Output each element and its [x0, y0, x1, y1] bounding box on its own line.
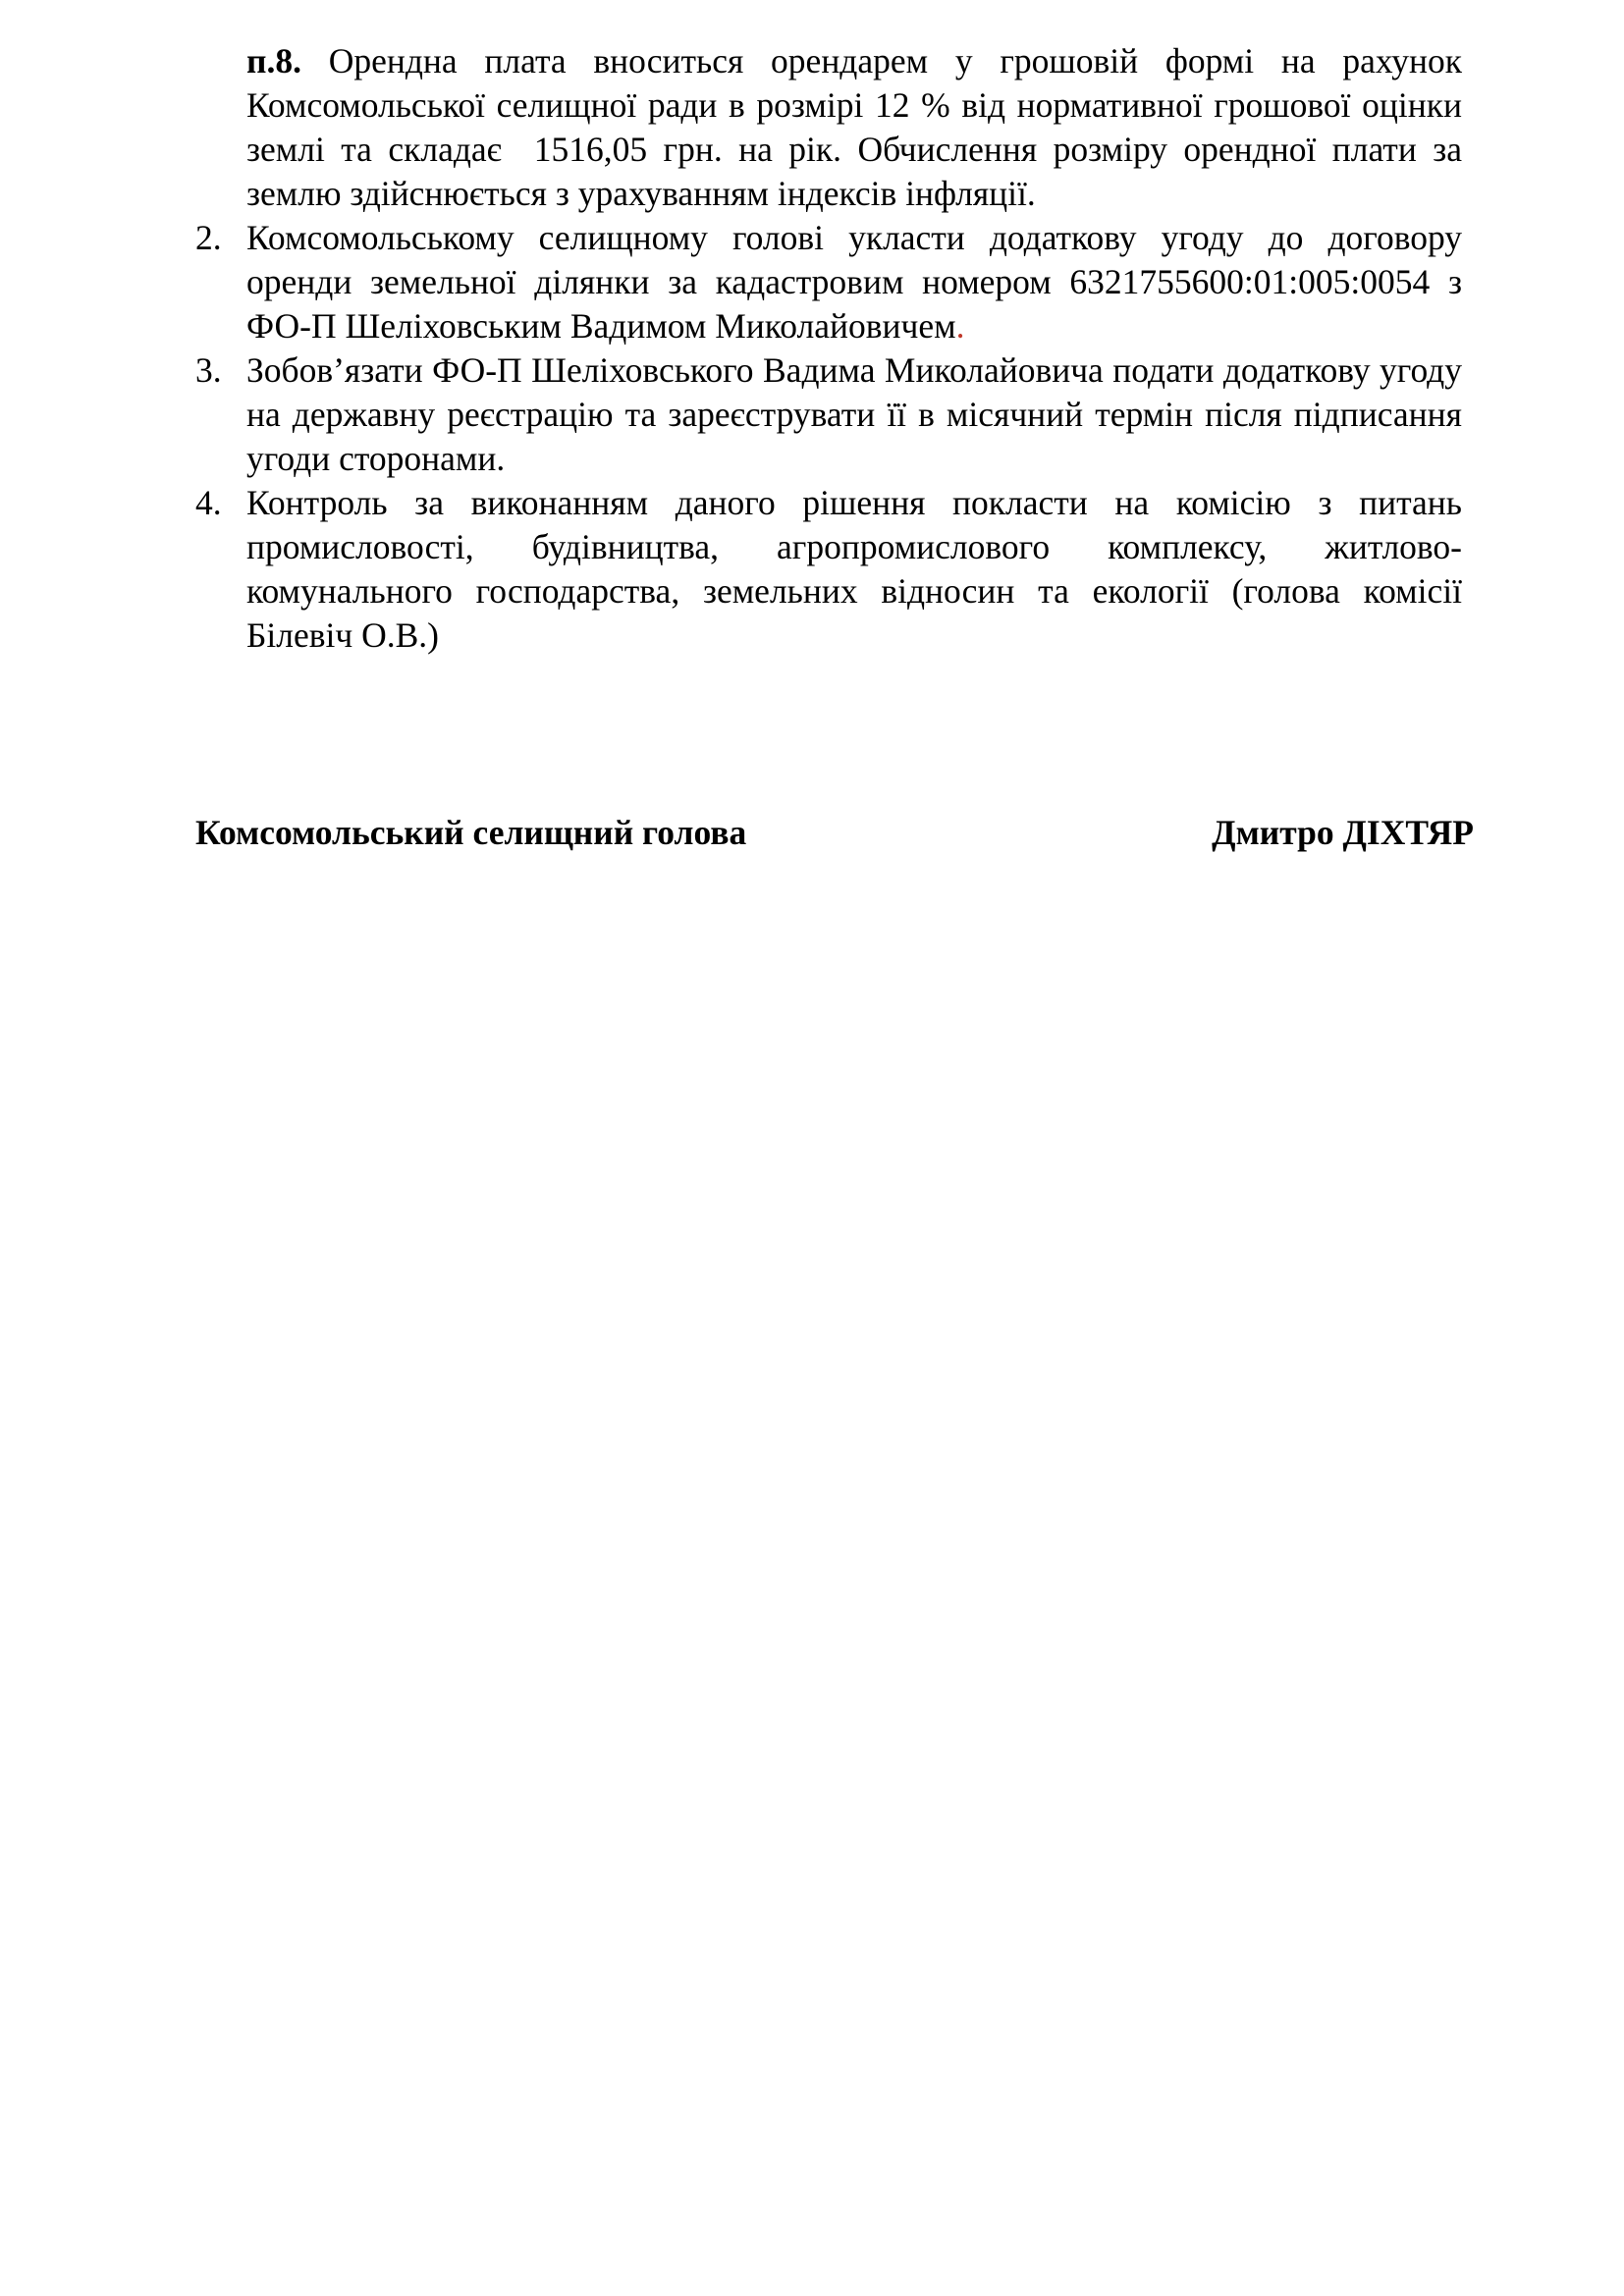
list-item — [195, 481, 1462, 658]
clause-text-part1: Орендна плата вноситься орендарем у грошовій формі на рахунок Комсомольської селищної ради в розмірі 12 % від нормативної грошової оцінки землі та складає — [246, 41, 1462, 169]
list-item — [195, 348, 1462, 481]
signature-position: Комсомольський селищний голова — [195, 813, 747, 852]
list-item-number: 3. — [195, 350, 222, 390]
list-item-trailing-mark: . — [955, 306, 965, 346]
clause-paragraph — [195, 39, 1462, 216]
list-item-text — [246, 216, 1462, 348]
list-item-text: Контроль за виконанням даного рішення покласти на комісію з питань промисловості, будівництва, агропромислового комплексу, житлово-комунального господарства, земельних відносин та екології (голова комісії Білевіч О.В.) — [246, 483, 1462, 655]
list-item — [195, 216, 1462, 348]
list-item-text-body: Комсомольському селищному голові укласти додаткову угоду до договору оренди земельної ділянки за кадастровим номером 6321755600:01:005:0054 з ФО-П Шеліховським Вадимом Миколайовичем — [246, 218, 1462, 346]
clause-label: п.8. — [246, 41, 301, 80]
list-item-number: 4. — [195, 483, 222, 522]
signature-name: Дмитро ДІХТЯР — [1212, 813, 1474, 852]
list-item-number: 2. — [195, 218, 222, 257]
clause-text-part2: грн. на рік. Обчислення розміру орендної плати за землю здійснюється з урахуванням індексів інфляції. — [246, 130, 1463, 213]
clause-amount: 1516,05 — [533, 130, 648, 169]
document-body — [195, 39, 1462, 658]
list-item-text: Зобов’язати ФО-П Шеліховського Вадима Миколайовича подати додаткову угоду на державну реєстрацію та зареєструвати її в місячний термін після підписання угоди сторонами. — [246, 350, 1462, 478]
signature-row — [195, 811, 1474, 855]
